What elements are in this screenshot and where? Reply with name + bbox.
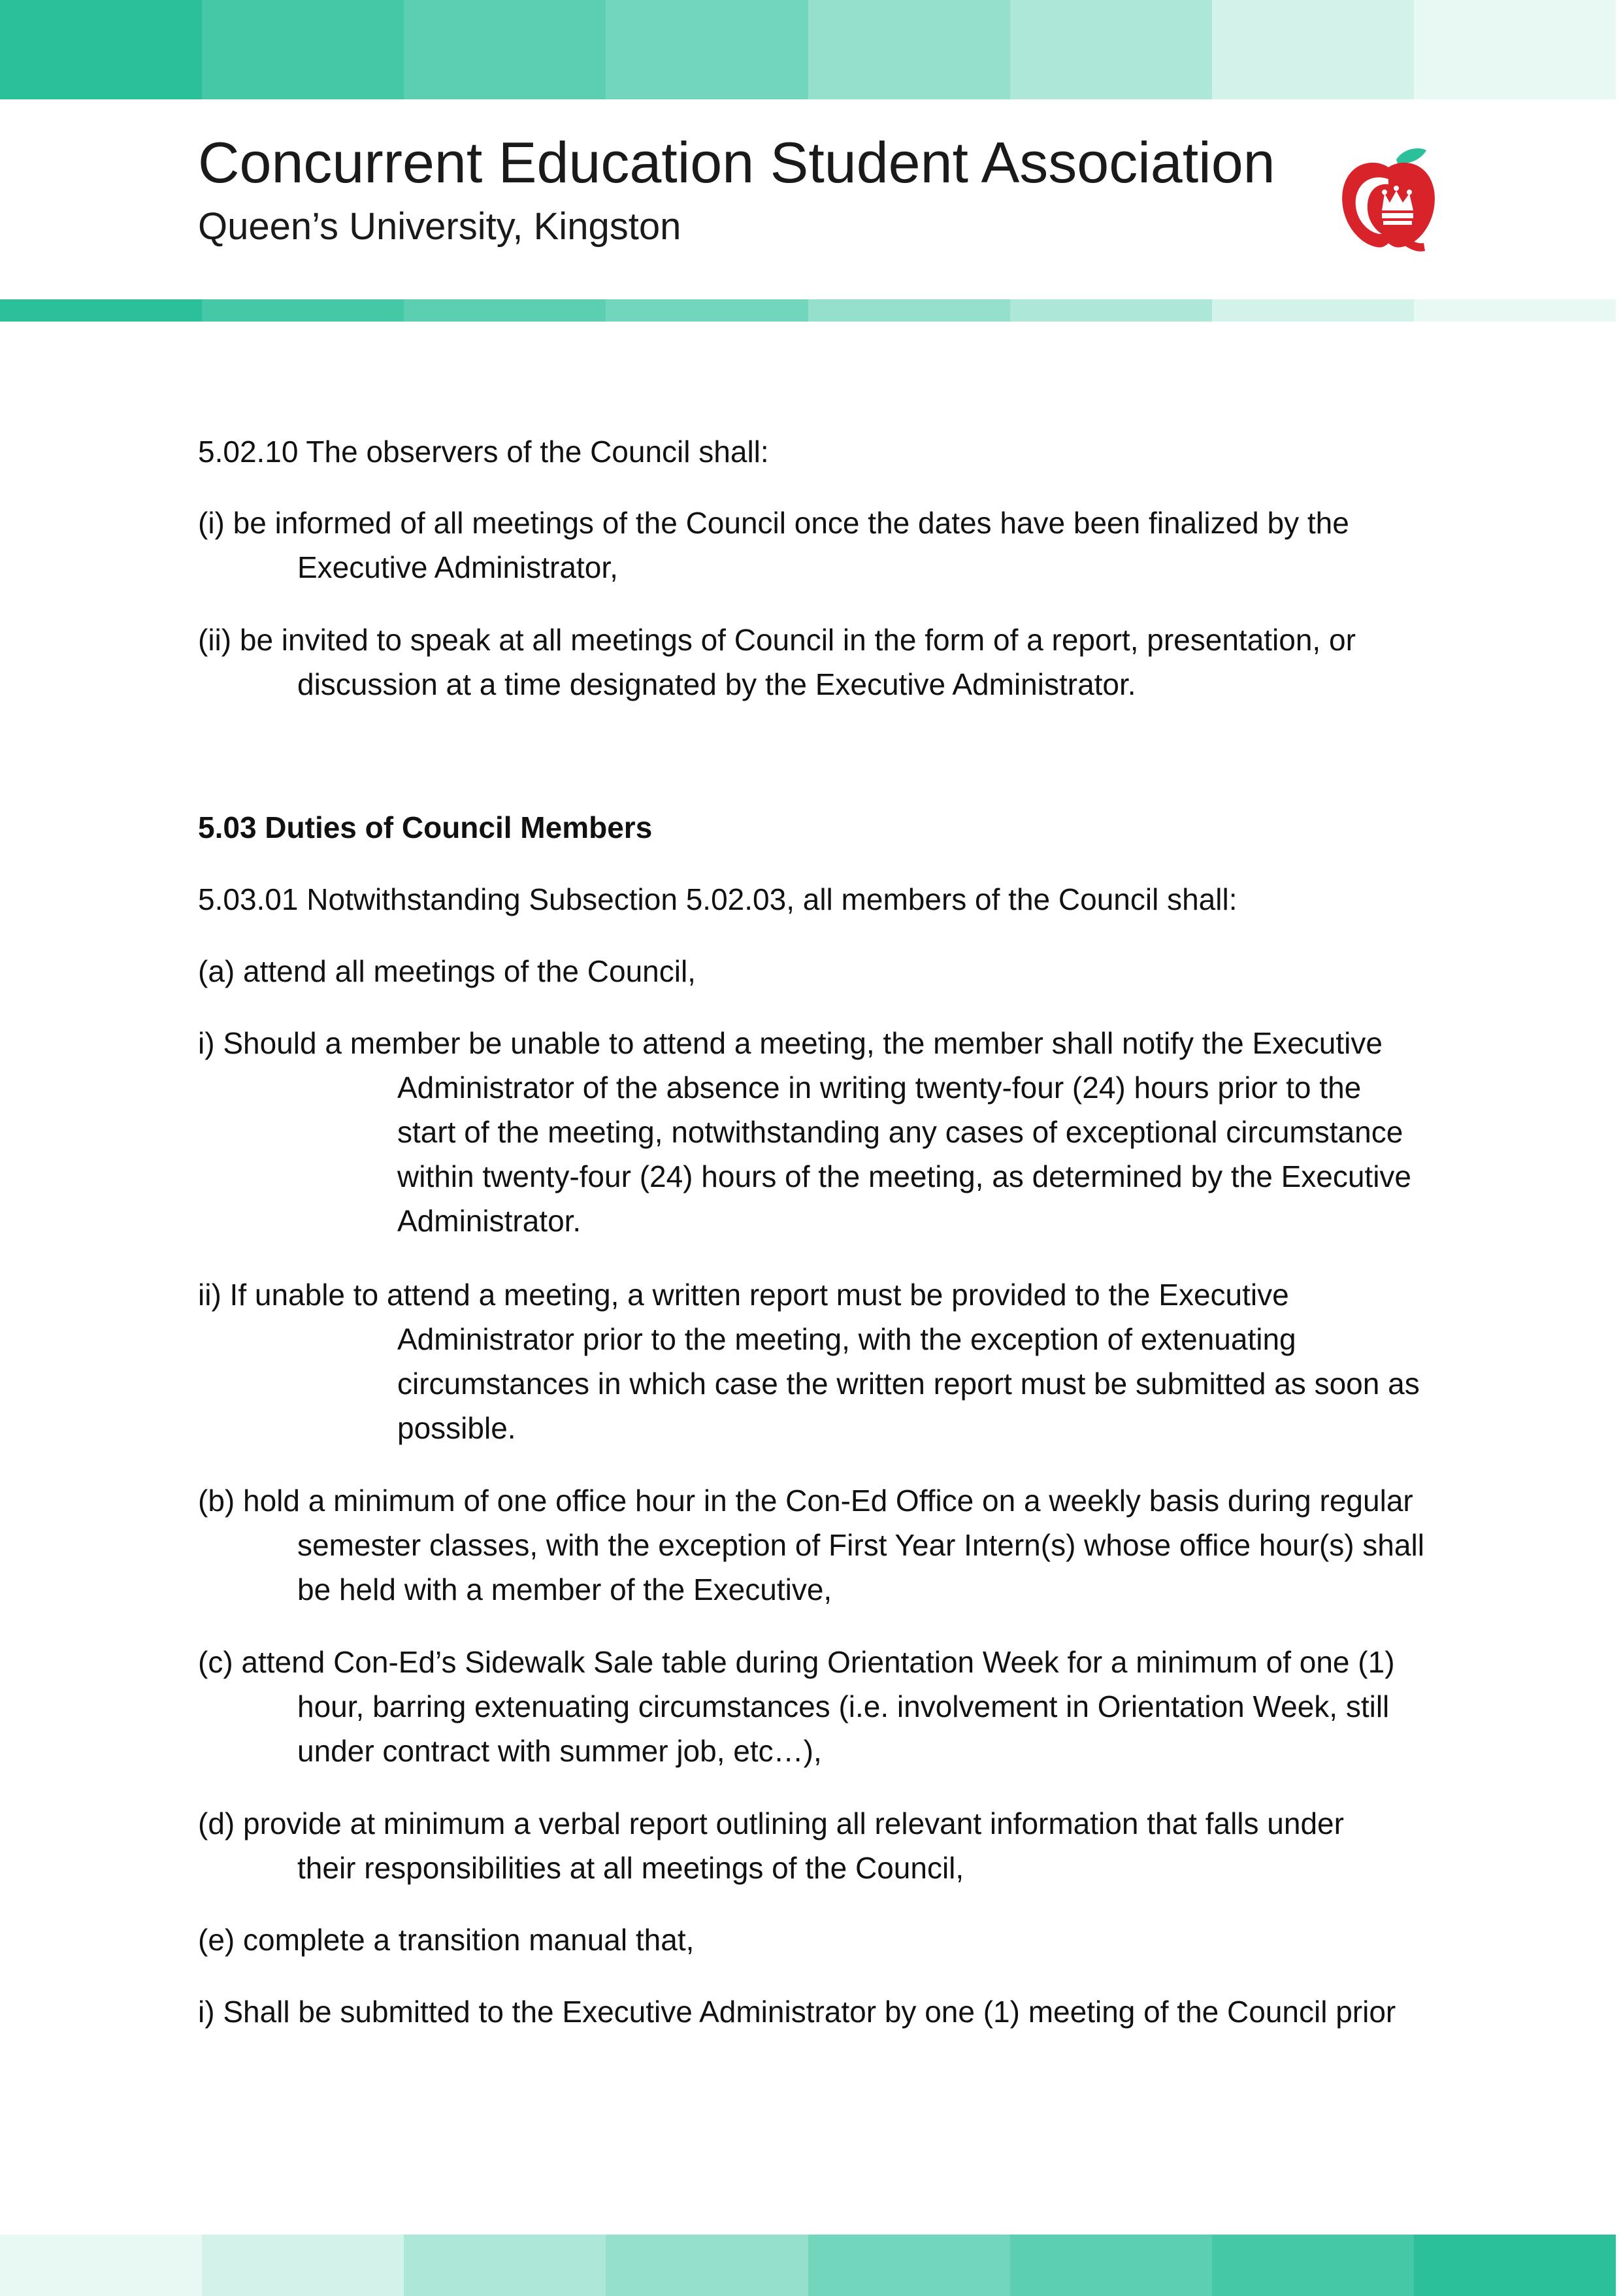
bottom-band-segment bbox=[202, 2235, 404, 2296]
item-e-i: i) Shall be submitted to the Executive Administrator by one (1) meeting of the Council prior bbox=[198, 1995, 1396, 2029]
item-ii-line1: (ii) be invited to speak at all meetings of Council in the form of a report, presentation, or bbox=[198, 623, 1356, 657]
mid-band-segment bbox=[404, 299, 606, 322]
mid-band-segment bbox=[808, 299, 1010, 322]
top-band-segment bbox=[1212, 0, 1414, 99]
item-d-line2: their responsibilities at all meetings of the Council, bbox=[297, 1851, 964, 1885]
item-b-line3: be held with a member of the Executive, bbox=[297, 1572, 832, 1606]
item-a-ii-line1: ii) If unable to attend a meeting, a written report must be provided to the Executive bbox=[198, 1278, 1289, 1312]
section-5-03-01: 5.03.01 Notwithstanding Subsection 5.02.03, all members of the Council shall: bbox=[198, 882, 1238, 916]
item-a-ii-line4: possible. bbox=[397, 1411, 516, 1445]
top-color-band bbox=[0, 0, 1616, 99]
mid-band-segment bbox=[606, 299, 808, 322]
document-subtitle: Queen’s University, Kingston bbox=[198, 205, 681, 248]
item-d-line1: (d) provide at minimum a verbal report outlining all relevant information that falls under bbox=[198, 1806, 1344, 1840]
top-band-segment bbox=[202, 0, 404, 99]
bottom-band-segment bbox=[808, 2235, 1010, 2296]
item-i-line2: Executive Administrator, bbox=[297, 550, 618, 584]
mid-band-segment bbox=[202, 299, 404, 322]
top-band-segment bbox=[1010, 0, 1212, 99]
footer-color-band bbox=[0, 2235, 1616, 2296]
top-band-segment bbox=[404, 0, 606, 99]
section-5-02-10: 5.02.10 The observers of the Council shall: bbox=[198, 435, 769, 469]
bottom-band-segment bbox=[404, 2235, 606, 2296]
item-a-i-line5: Administrator. bbox=[397, 1204, 582, 1238]
item-a-i-line4: within twenty-four (24) hours of the meeting, as determined by the Executive bbox=[397, 1159, 1412, 1193]
bottom-band-segment bbox=[1414, 2235, 1616, 2296]
section-heading-5-03: 5.03 Duties of Council Members bbox=[198, 810, 653, 844]
document-title: Concurrent Education Student Association bbox=[198, 130, 1275, 195]
item-ii-line2: discussion at a time designated by the Executive Administrator. bbox=[297, 667, 1136, 701]
item-c-line3: under contract with summer job, etc…), bbox=[297, 1734, 822, 1768]
mid-band-segment bbox=[1414, 299, 1616, 322]
top-band-segment bbox=[606, 0, 808, 99]
bottom-band-segment bbox=[1212, 2235, 1414, 2296]
bottom-band-segment bbox=[0, 2235, 202, 2296]
item-c-line2: hour, barring extenuating circumstances (i.e. involvement in Orientation Week, still bbox=[297, 1689, 1390, 1723]
item-e: (e) complete a transition manual that, bbox=[198, 1923, 695, 1957]
item-a-i-line1: i) Should a member be unable to attend a meeting, the member shall notify the Executive bbox=[198, 1026, 1383, 1060]
item-a-ii-line2: Administrator prior to the meeting, with the exception of extenuating bbox=[397, 1322, 1296, 1356]
mid-band-segment bbox=[1212, 299, 1414, 322]
item-a-ii-line3: circumstances in which case the written report must be submitted as soon as bbox=[397, 1367, 1420, 1401]
bottom-band-segment bbox=[606, 2235, 808, 2296]
top-band-segment bbox=[808, 0, 1010, 99]
item-b-line1: (b) hold a minimum of one office hour in the Con-Ed Office on a weekly basis during regular bbox=[198, 1484, 1413, 1518]
item-a-i-line3: start of the meeting, notwithstanding any cases of exceptional circumstance bbox=[397, 1115, 1403, 1149]
item-a-i-line2: Administrator of the absence in writing twenty-four (24) hours prior to the bbox=[397, 1071, 1362, 1105]
item-c-line1: (c) attend Con-Ed’s Sidewalk Sale table during Orientation Week for a minimum of one (1) bbox=[198, 1645, 1395, 1679]
top-band-segment bbox=[1414, 0, 1616, 99]
item-b-line2: semester classes, with the exception of First Year Intern(s) whose office hour(s) shall bbox=[297, 1528, 1424, 1562]
bottom-band-segment bbox=[1010, 2235, 1212, 2296]
header-divider-band bbox=[0, 299, 1616, 322]
apple-crown-logo-icon bbox=[1336, 145, 1441, 256]
item-i-line1: (i) be informed of all meetings of the Council once the dates have been finalized by the bbox=[198, 506, 1349, 540]
top-band-segment bbox=[0, 0, 202, 99]
item-a: (a) attend all meetings of the Council, bbox=[198, 954, 696, 988]
mid-band-segment bbox=[0, 299, 202, 322]
mid-band-segment bbox=[1010, 299, 1212, 322]
